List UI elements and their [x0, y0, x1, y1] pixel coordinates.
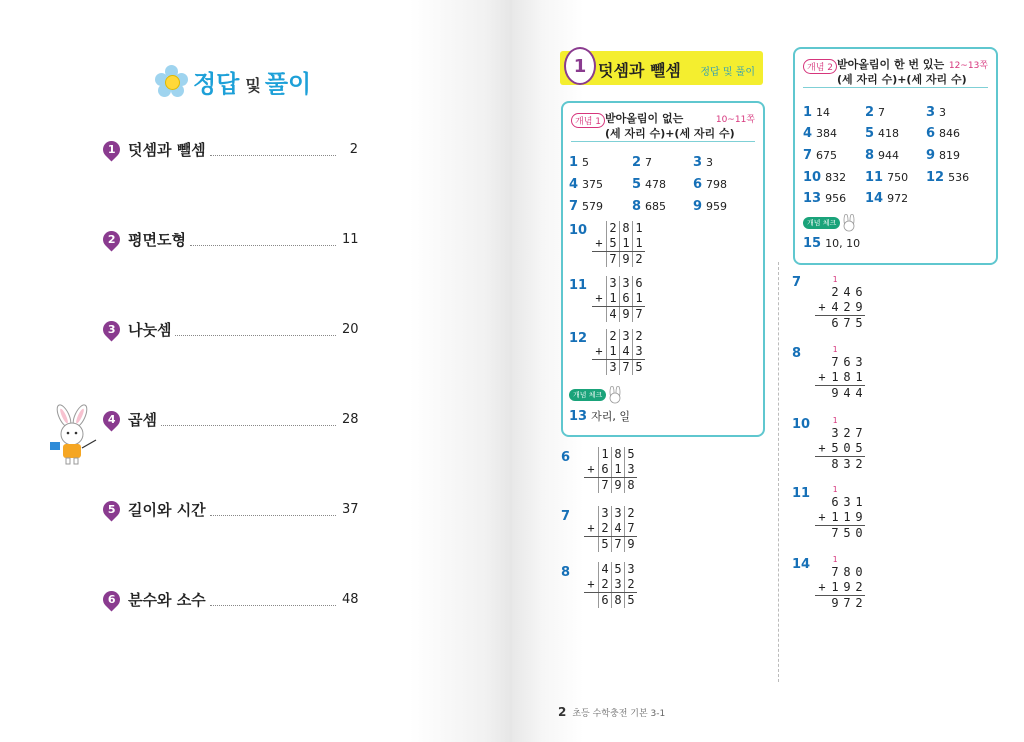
digit: 0: [855, 565, 863, 579]
operator-sign: [592, 360, 606, 375]
toc-label: 평면도형: [128, 230, 186, 249]
operator-sign: [584, 593, 598, 608]
digit: 5: [606, 236, 619, 251]
vertical-addition: [815, 415, 865, 472]
operator-sign: [815, 596, 829, 611]
carry-digit: 1: [832, 416, 838, 425]
toc-title: [155, 64, 311, 98]
digit: 6: [619, 291, 632, 306]
addend-row: [584, 447, 637, 462]
digit: 5: [624, 447, 637, 462]
digit: 7: [831, 565, 839, 579]
chapter-number-icon: 2: [99, 227, 123, 251]
digit: 3: [624, 562, 637, 577]
question-number: 10: [792, 417, 811, 432]
digit: 2: [831, 285, 839, 299]
digit: 7: [632, 307, 645, 322]
bunny-icon: [604, 386, 626, 404]
digit: 1: [855, 495, 863, 509]
operator-sign: [584, 562, 598, 577]
toc-page: 20: [342, 321, 359, 337]
digit: 1: [632, 236, 645, 251]
digit: 3: [611, 506, 624, 521]
question-number: 8: [561, 565, 571, 580]
addend-row: [592, 329, 645, 344]
digit: 3: [632, 344, 645, 359]
digit: 2: [624, 506, 637, 521]
carry-digit: 1: [832, 345, 838, 354]
digit: 9: [624, 537, 637, 552]
digit: 2: [606, 221, 619, 236]
addend-row: [584, 506, 637, 521]
digit: 8: [831, 457, 839, 471]
digit: 2: [855, 596, 863, 610]
toc-label: 길이와 시간: [128, 500, 206, 519]
toc-item[interactable]: [103, 408, 358, 430]
addend-row: [584, 462, 637, 477]
answer-item: 2 7: [865, 105, 886, 120]
leader-dots: [210, 593, 336, 606]
operator-sign: [584, 537, 598, 552]
toc-page: 37: [342, 501, 359, 517]
digit: 0: [855, 526, 863, 540]
toc-page: 28: [342, 411, 359, 427]
digit: 7: [831, 355, 839, 369]
addend-row: [815, 426, 865, 441]
operator-sign: [815, 285, 829, 300]
digit: 8: [619, 221, 632, 236]
operator-sign: [815, 565, 829, 580]
vertical-addition: [815, 274, 865, 331]
operator-sign: [815, 316, 829, 331]
vertical-addition: [815, 484, 865, 541]
sum-row: [815, 525, 865, 541]
vertical-addition: [584, 562, 637, 608]
digit: 6: [632, 276, 645, 291]
toc-page: 48: [342, 591, 359, 607]
answer-item: 7 579: [569, 199, 604, 214]
addend-row: [584, 577, 637, 592]
digit: 2: [855, 457, 863, 471]
operator-sign: +: [587, 521, 595, 535]
digit: 8: [611, 447, 624, 462]
digit: 9: [855, 510, 863, 524]
digit: 8: [843, 565, 851, 579]
digit: 1: [855, 370, 863, 384]
sum-row: [815, 385, 865, 401]
operator-sign: [592, 252, 606, 267]
digit: 4: [619, 344, 632, 359]
digit: 3: [843, 457, 851, 471]
digit: 2: [606, 329, 619, 344]
digit: 3: [619, 329, 632, 344]
question-number: 12: [569, 331, 588, 346]
operator-sign: [584, 506, 598, 521]
addend-row: [815, 441, 865, 456]
toc-item[interactable]: [103, 228, 358, 250]
chapter-number-icon: 3: [99, 317, 123, 341]
digit: 3: [598, 506, 611, 521]
digit: 2: [624, 577, 637, 592]
digit: 6: [598, 462, 611, 477]
digit: 1: [611, 462, 624, 477]
answer-item: 3 3: [693, 155, 714, 170]
digit: 3: [855, 355, 863, 369]
operator-sign: [584, 447, 598, 462]
chapter-number-icon: 6: [99, 587, 123, 611]
concept-title: 받아올림이 없는 (세 자리 수)+(세 자리 수): [605, 112, 735, 140]
digit: 6: [855, 285, 863, 299]
digit: 2: [855, 580, 863, 594]
digit: 8: [843, 370, 851, 384]
digit: 2: [843, 426, 851, 440]
digit: 1: [598, 447, 611, 462]
question-number: 11: [569, 278, 588, 293]
addend-row: [815, 355, 865, 370]
digit: 9: [611, 478, 624, 493]
concept2-header: [803, 55, 988, 88]
toc-page: 11: [342, 231, 359, 247]
digit: 1: [831, 580, 839, 594]
vertical-addition: [584, 447, 637, 493]
sum-row: [815, 315, 865, 331]
carry-digit: 1: [832, 275, 838, 284]
question-number: 8: [792, 346, 802, 361]
digit: 5: [843, 526, 851, 540]
digit: 7: [606, 252, 619, 267]
operator-sign: [815, 355, 829, 370]
question-number: 14: [792, 557, 811, 572]
operator-sign: +: [595, 236, 603, 250]
operator-sign: +: [595, 291, 603, 305]
digit: 7: [611, 537, 624, 552]
answer-item: 5 478: [632, 177, 667, 192]
answer-item: 8 944: [865, 148, 900, 163]
chapter-tag: 정답 및 풀이: [700, 67, 755, 78]
toc-label: 나눗셈: [128, 320, 172, 339]
carry-row: [815, 484, 865, 495]
operator-sign: +: [818, 300, 826, 314]
toc-page: 2: [349, 141, 358, 157]
digit: 4: [855, 386, 863, 400]
operator-sign: +: [587, 462, 595, 476]
addend-row: [592, 221, 645, 236]
digit: 4: [606, 307, 619, 322]
chapter-number-icon: 4: [99, 407, 123, 431]
digit: 1: [619, 236, 632, 251]
chapter-number: 1: [564, 47, 596, 85]
toc-item[interactable]: [103, 318, 358, 340]
digit: 9: [843, 580, 851, 594]
digit: 8: [611, 593, 624, 608]
answer-item: 8 685: [632, 199, 667, 214]
vertical-addition: [584, 506, 637, 552]
answer-item: 13 956: [803, 191, 847, 206]
digit: 5: [831, 441, 839, 455]
sum-row: [584, 592, 637, 608]
operator-sign: [592, 329, 606, 344]
addend-row: [592, 344, 645, 359]
digit: 9: [831, 386, 839, 400]
digit: 1: [606, 291, 619, 306]
chapter-number-icon: 1: [99, 137, 123, 161]
question-number: 7: [792, 275, 802, 290]
addend-row: [815, 285, 865, 300]
toc-item[interactable]: [103, 588, 358, 610]
question-number: 7: [561, 509, 571, 524]
operator-sign: +: [818, 580, 826, 594]
bunny-mascot-icon: [44, 404, 100, 466]
digit: 6: [598, 593, 611, 608]
answer-item: 2 7: [632, 155, 653, 170]
page-number: 2: [558, 705, 567, 719]
addend-row: [584, 562, 637, 577]
digit: 3: [843, 495, 851, 509]
digit: 7: [843, 596, 851, 610]
carry-row: [815, 274, 865, 285]
question-number: 6: [561, 450, 571, 465]
concept-pages: 12~13쪽: [948, 61, 988, 71]
operator-sign: [592, 276, 606, 291]
digit: 3: [624, 462, 637, 477]
operator-sign: [815, 426, 829, 441]
digit: 1: [632, 291, 645, 306]
digit: 7: [624, 521, 637, 536]
answer-item: 10 832: [803, 170, 847, 185]
question-number: 11: [792, 486, 811, 501]
answer-item: 9 959: [693, 199, 728, 214]
chapter-title: 덧셈과 뺄셈: [598, 61, 681, 80]
answer-item: 6 846: [926, 126, 961, 141]
digit: 1: [606, 344, 619, 359]
digit: 6: [831, 316, 839, 330]
digit: 6: [831, 495, 839, 509]
operator-sign: [815, 386, 829, 401]
operator-sign: [815, 526, 829, 541]
sum-row: [815, 456, 865, 472]
addend-row: [815, 300, 865, 315]
addend-row: [815, 565, 865, 580]
title-solution: 풀이: [264, 69, 312, 98]
digit: 4: [843, 285, 851, 299]
vertical-addition: [592, 276, 645, 322]
concept-pages: 10~11쪽: [715, 115, 755, 125]
digit: 5: [598, 537, 611, 552]
digit: 9: [619, 307, 632, 322]
digit: 4: [611, 521, 624, 536]
digit: 5: [855, 316, 863, 330]
check-tag: 개념 체크: [569, 389, 606, 401]
leader-dots: [175, 323, 336, 336]
toc-label: 분수와 소수: [128, 590, 206, 609]
digit: 5: [611, 562, 624, 577]
digit: 7: [855, 426, 863, 440]
carry-row: [815, 554, 865, 565]
leader-dots: [210, 503, 336, 516]
leader-dots: [210, 143, 336, 156]
answer-item: 3 3: [926, 105, 947, 120]
operator-sign: +: [595, 344, 603, 358]
bunny-icon: [838, 214, 860, 232]
operator-sign: +: [587, 577, 595, 591]
concept-tag: 개념 1: [571, 113, 605, 128]
answer-item: 11 750: [865, 170, 909, 185]
digit: 2: [843, 300, 851, 314]
book-title: 초등 수학충전 기본 3-1: [572, 709, 666, 719]
answer-item: 4 384: [803, 126, 838, 141]
sum-row: [584, 477, 637, 493]
sum-row: [584, 536, 637, 552]
digit: 7: [831, 526, 839, 540]
addend-row: [815, 370, 865, 385]
answer-item: 6 798: [693, 177, 728, 192]
answer-item: 13 자리, 일: [569, 409, 630, 424]
digit: 1: [632, 221, 645, 236]
carry-digit: 1: [832, 485, 838, 494]
carry-row: [815, 415, 865, 426]
digit: 0: [843, 441, 851, 455]
answer-item: 5 418: [865, 126, 900, 141]
sum-row: [815, 595, 865, 611]
digit: 2: [632, 252, 645, 267]
concept-check: [569, 386, 626, 404]
digit: 2: [632, 329, 645, 344]
digit: 8: [624, 478, 637, 493]
operator-sign: [584, 478, 598, 493]
digit: 3: [606, 360, 619, 375]
chapter-banner: [560, 51, 763, 85]
concept1-header: [571, 109, 755, 142]
digit: 5: [855, 441, 863, 455]
addend-row: [592, 291, 645, 306]
addend-row: [815, 510, 865, 525]
chapter-number-icon: 5: [99, 497, 123, 521]
digit: 2: [598, 521, 611, 536]
concept-title: 받아올림이 한 번 있는 (세 자리 수)+(세 자리 수): [837, 58, 967, 86]
answer-item: 14 972: [865, 191, 909, 206]
toc-item[interactable]: [103, 138, 358, 160]
answer-item: 12 536: [926, 170, 970, 185]
sum-row: [592, 306, 645, 322]
vertical-addition: [592, 221, 645, 267]
digit: 1: [843, 510, 851, 524]
concept-tag: 개념 2: [803, 59, 837, 74]
leader-dots: [190, 233, 336, 246]
addend-row: [584, 521, 637, 536]
digit: 4: [843, 386, 851, 400]
digit: 1: [831, 370, 839, 384]
check-tag: 개념 체크: [803, 217, 840, 229]
vertical-addition: [815, 344, 865, 401]
answer-item: 1 5: [569, 155, 590, 170]
flower-icon: [155, 65, 187, 97]
operator-sign: [592, 307, 606, 322]
digit: 3: [831, 426, 839, 440]
operator-sign: +: [818, 510, 826, 524]
operator-sign: [815, 457, 829, 472]
question-number: 10: [569, 223, 588, 238]
leader-dots: [161, 413, 336, 426]
operator-sign: +: [818, 441, 826, 455]
page-footer: [558, 705, 665, 719]
addend-row: [592, 236, 645, 251]
digit: 3: [606, 276, 619, 291]
digit: 5: [624, 593, 637, 608]
toc-label: 덧셈과 뺄셈: [128, 140, 206, 159]
sum-row: [592, 359, 645, 375]
toc-label: 곱셈: [128, 410, 157, 429]
carry-digit: 1: [832, 555, 838, 564]
title-answer: 정답: [193, 69, 240, 98]
operator-sign: +: [818, 370, 826, 384]
toc-item[interactable]: [103, 498, 358, 520]
addend-row: [592, 276, 645, 291]
answer-item: 7 675: [803, 148, 838, 163]
digit: 4: [831, 300, 839, 314]
digit: 9: [619, 252, 632, 267]
carry-row: [815, 344, 865, 355]
concept-check: [803, 214, 860, 232]
digit: 7: [598, 478, 611, 493]
digit: 1: [831, 510, 839, 524]
digit: 7: [843, 316, 851, 330]
addend-row: [815, 495, 865, 510]
operator-sign: [592, 221, 606, 236]
operator-sign: [815, 495, 829, 510]
digit: 4: [598, 562, 611, 577]
digit: 3: [611, 577, 624, 592]
answer-item: 1 14: [803, 105, 831, 120]
digit: 6: [843, 355, 851, 369]
digit: 7: [619, 360, 632, 375]
digit: 3: [619, 276, 632, 291]
sum-row: [592, 251, 645, 267]
digit: 9: [831, 596, 839, 610]
column-divider: [778, 262, 779, 682]
answer-item: 15 10, 10: [803, 236, 861, 251]
answer-item: 4 375: [569, 177, 604, 192]
digit: 5: [632, 360, 645, 375]
digit: 2: [598, 577, 611, 592]
title-and: 및: [245, 75, 261, 95]
vertical-addition: [815, 554, 865, 611]
vertical-addition: [592, 329, 645, 375]
answer-item: 9 819: [926, 148, 961, 163]
digit: 9: [855, 300, 863, 314]
addend-row: [815, 580, 865, 595]
